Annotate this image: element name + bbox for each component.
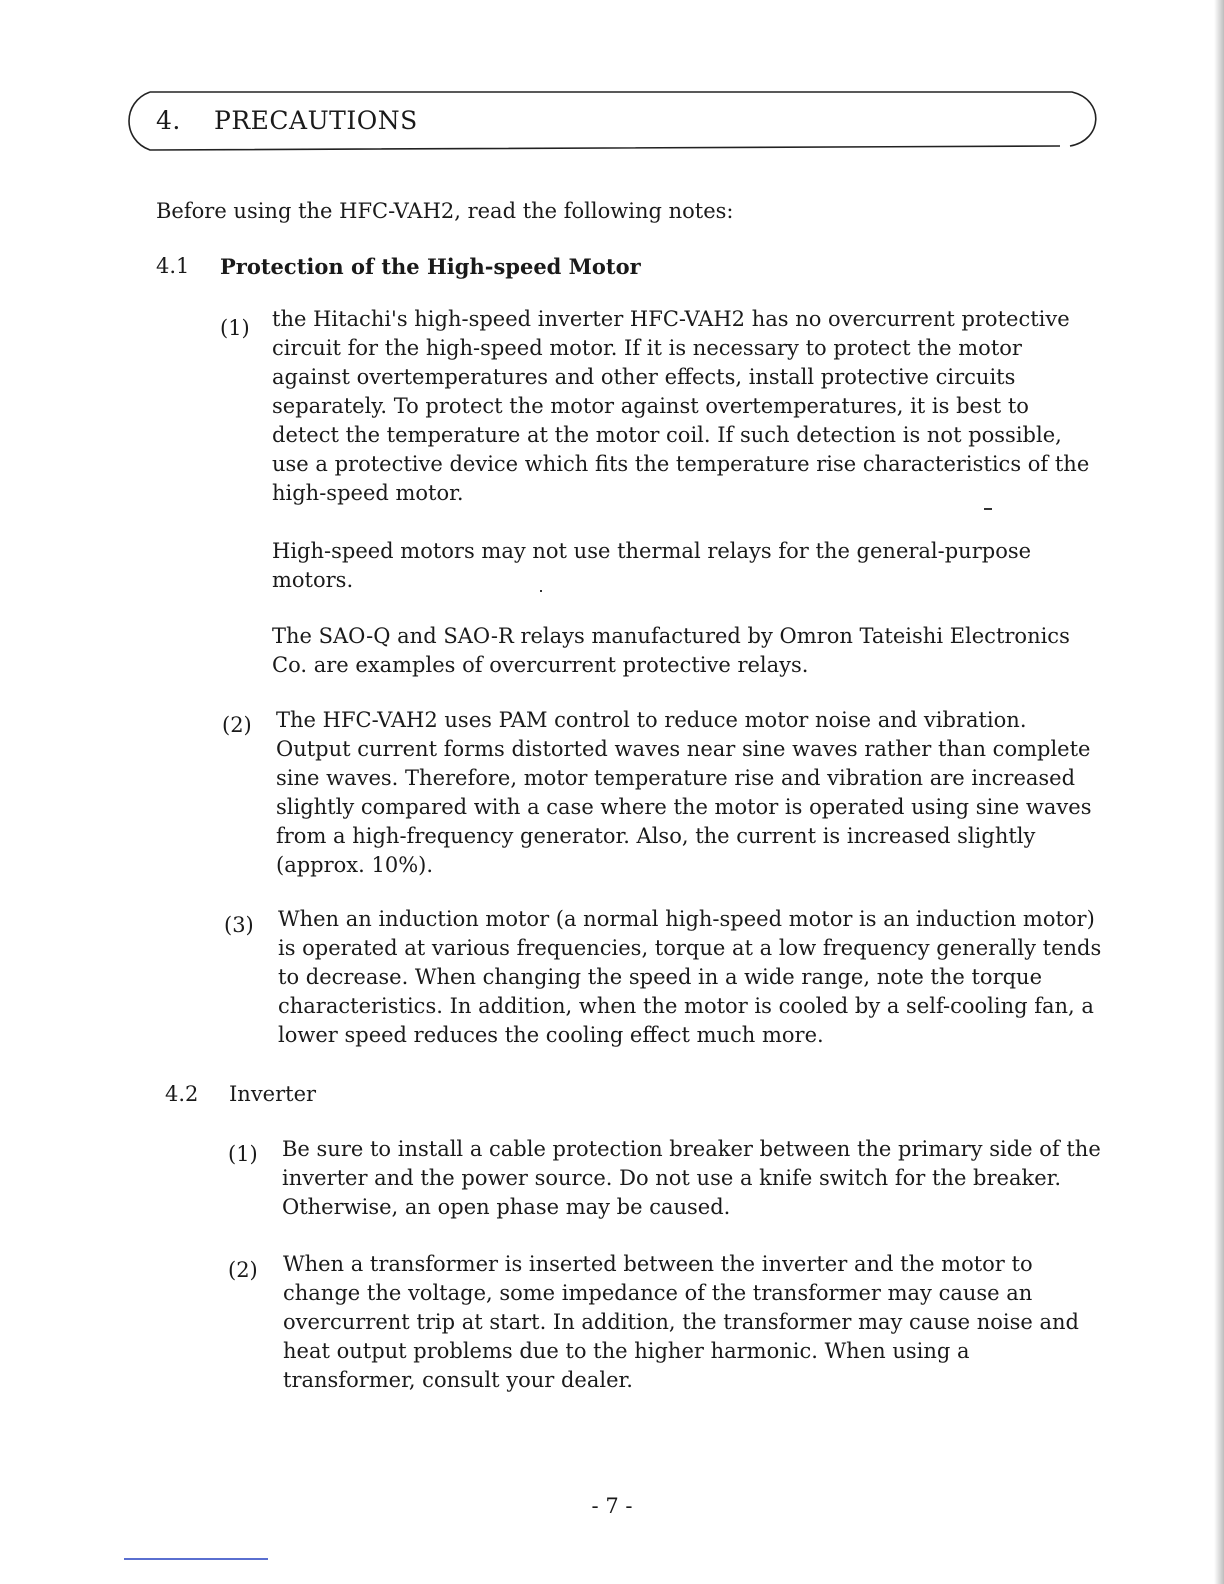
paragraph: the Hitachi's high-speed inverter HFC-VAH2 has no overcurrent protective circuit for the high-speed motor. If it is necessary to protect the motor against overtemperatures and other effects, install protective circuits separately. To protect the motor against overtemperatures, it is best to detect the temperature at the motor coil. If such detection is not possible, use a protective device which fits the temperature rise characteristics of the high-speed motor.: [272, 307, 1090, 505]
item-marker: (1): [228, 1142, 258, 1166]
section-banner: [120, 88, 1100, 154]
intro-text: Before using the HFC-VAH2, read the following notes:: [156, 199, 734, 223]
item-marker: (3): [224, 913, 254, 937]
item-marker: (2): [222, 713, 252, 737]
subsection-number: 4.2: [165, 1082, 199, 1106]
paragraph: When an induction motor (a normal high-speed motor is an induction motor) is operated at various frequencies, torque at a low frequency generally tends to decrease. When changing the speed in a wide range, note the torque characteristics. In addition, when the motor is cooled by a self-cooling fan, a lower speed reduces the cooling effect much more.: [278, 907, 1102, 1047]
page-number: - 7 -: [591, 1494, 633, 1518]
section-title: PRECAUTIONS: [214, 106, 418, 135]
item-marker: (2): [228, 1258, 258, 1282]
scan-mark: [540, 590, 542, 592]
subsection-title: Protection of the High-speed Motor: [220, 254, 641, 279]
scan-edge: [1214, 0, 1224, 1584]
item-marker: (1): [220, 316, 250, 340]
paragraph: The SAO-Q and SAO-R relays manufactured by Omron Tateishi Electronics Co. are examples of overcurrent protective relays.: [272, 624, 1070, 677]
section-heading: [156, 106, 418, 135]
subsection-title: Inverter: [229, 1082, 317, 1106]
paragraph: The HFC-VAH2 uses PAM control to reduce motor noise and vibration. Output current forms distorted waves near sine waves rather than complete sine waves. Therefore, motor temperature rise and vibration are increased slightly compared with a case where the motor is operated using sine waves from a high-frequency generator. Also, the current is increased slightly (approx. 10%).: [276, 708, 1092, 877]
paragraph: Be sure to install a cable protection breaker between the primary side of the inverter and the power source. Do not use a knife switch for the breaker. Otherwise, an open phase may be caused.: [282, 1137, 1101, 1219]
scan-mark: [984, 508, 992, 510]
footer-rule: [124, 1558, 268, 1560]
section-number: 4.: [156, 106, 181, 135]
paragraph: High-speed motors may not use thermal relays for the general-purpose motors.: [272, 539, 1032, 592]
paragraph: When a transformer is inserted between the inverter and the motor to change the voltage, some impedance of the transformer may cause an overcurrent trip at start. In addition, the transformer may cause noise and heat output problems due to the higher harmonic. When using a transformer, consult your dealer.: [283, 1252, 1079, 1392]
subsection-number: 4.1: [156, 254, 190, 278]
